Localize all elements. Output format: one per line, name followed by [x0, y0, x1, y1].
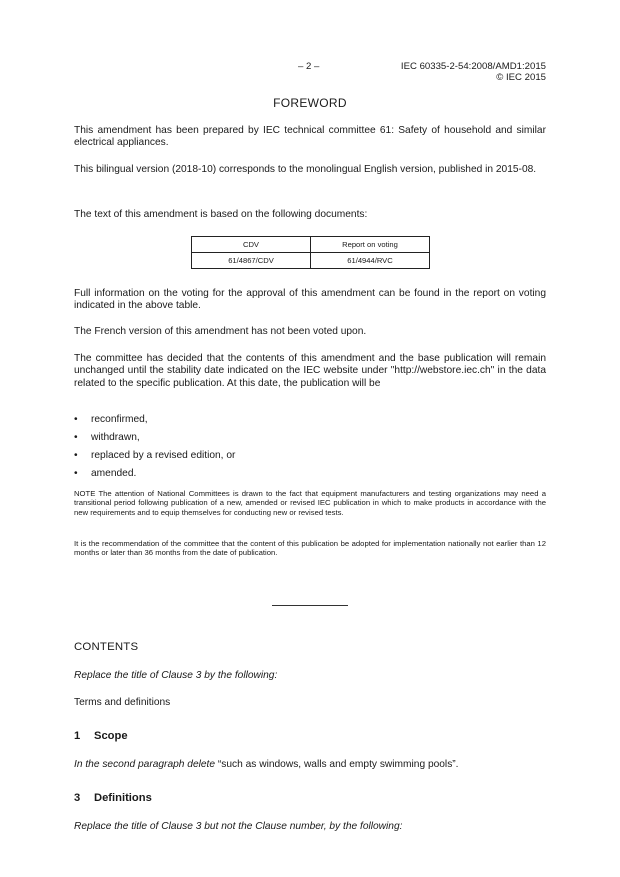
- table-header-report: Report on voting: [311, 237, 430, 253]
- page-number: – 2 –: [298, 61, 320, 72]
- paragraph-committee: This amendment has been prepared by IEC technical committee 61: Safety of household and similar electrical appliances.: [74, 125, 546, 149]
- scope-instruction-line: [74, 759, 459, 770]
- list-item: • withdrawn,: [74, 432, 140, 443]
- bullet-icon: •: [74, 468, 78, 479]
- list-item: • replaced by a revised edition, or: [74, 450, 236, 461]
- contents-heading: CONTENTS: [74, 641, 139, 653]
- foreword-title: FOREWORD: [273, 96, 347, 110]
- clause-number: 3: [74, 792, 81, 804]
- publication-options-list: [74, 414, 235, 486]
- voting-table-row: [192, 253, 430, 269]
- bullet-icon: •: [74, 450, 78, 461]
- clause-number: 1: [74, 730, 81, 742]
- document-id: IEC 60335-2-54:2008/AMD1:2015: [400, 61, 546, 72]
- list-item: • reconfirmed,: [74, 414, 148, 425]
- table-header-cdv: CDV: [192, 237, 311, 253]
- contents-replacement: Terms and definitions: [74, 697, 171, 708]
- table-cell-cdv: 61/4867/CDV: [192, 253, 311, 269]
- contents-instruction: Replace the title of Clause 3 by the following:: [74, 670, 278, 681]
- note: NOTE The attention of National Committees is drawn to the fact that equipment manufacturers and testing organizations may need a transitional period following publication of a new, amended or revised IEC publication in which to make products in accordance with the new requirements and to equip themselves for conducting new or revised tests.: [74, 489, 546, 517]
- definitions-instruction: Replace the title of Clause 3 but not the Clause number, by the following:: [74, 821, 403, 832]
- voting-table-header-row: [192, 237, 430, 253]
- clause-heading-definitions: [74, 792, 152, 804]
- clause-title: Definitions: [94, 792, 152, 804]
- voting-table: [191, 236, 430, 269]
- scope-deleted-text: “such as windows, walls and empty swimming pools”.: [217, 759, 459, 770]
- scope-instruction: In the second paragraph delete: [74, 759, 216, 770]
- clause-heading-scope: [74, 730, 128, 742]
- section-divider: [272, 605, 348, 606]
- paragraph-french-version: The French version of this amendment has not been voted upon.: [74, 326, 367, 337]
- bullet-icon: •: [74, 432, 78, 443]
- paragraph-bilingual: This bilingual version (2018-10) corresponds to the monolingual English version, published in 2015-08.: [74, 164, 537, 175]
- clause-title: Scope: [94, 730, 128, 742]
- paragraph-documents-intro: The text of this amendment is based on the following documents:: [74, 209, 368, 220]
- bullet-icon: •: [74, 414, 78, 425]
- table-cell-rvc: 61/4944/RVC: [311, 253, 430, 269]
- list-item: • amended.: [74, 468, 137, 479]
- paragraph-voting-info: Full information on the voting for the approval of this amendment can be found in the report on voting indicated in the above table.: [74, 288, 546, 312]
- copyright: © IEC 2015: [496, 72, 546, 83]
- recommendation: It is the recommendation of the committee that the content of this publication be adopted for implementation nationally not earlier than 12 months or later than 36 months from the date of publication.: [74, 539, 546, 558]
- paragraph-stability: The committee has decided that the contents of this amendment and the base publication will remain unchanged until the stability date indicated on the IEC website under "http://webstore.iec.ch" in the data related to the specific publication. At this date, the publication will be: [74, 353, 546, 389]
